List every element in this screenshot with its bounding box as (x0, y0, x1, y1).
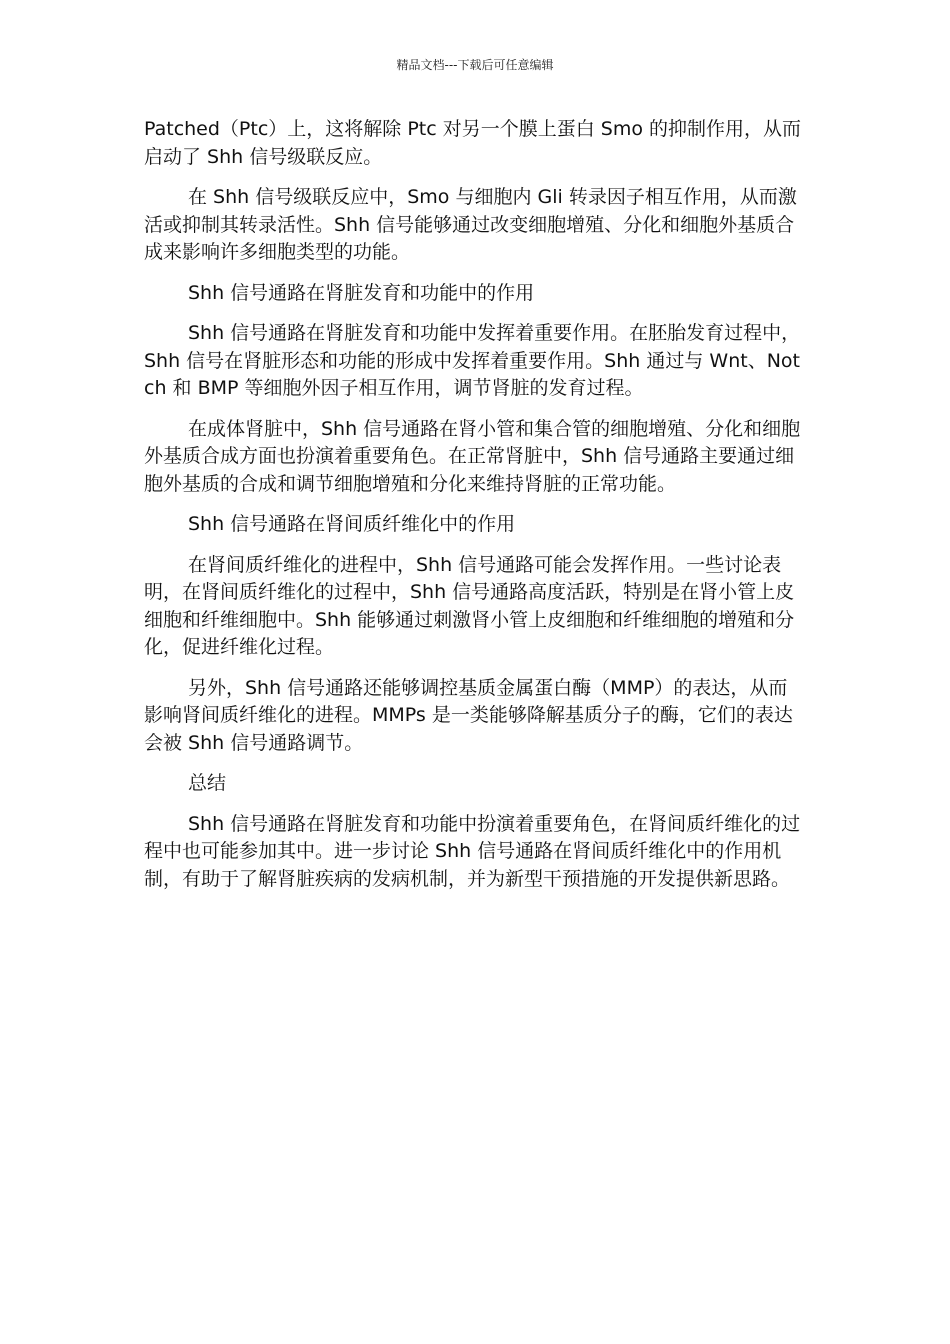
document-body (144, 116, 806, 906)
paragraph-1: Patched（Ptc）上，这将解除 Ptc 对另一个膜上蛋白 Smo 的抑制作用，从而启动了 Shh 信号级联反应。 (144, 118, 801, 168)
paragraph-2: 在 Shh 信号级联反应中，Smo 与细胞内 Gli 转录因子相互作用，从而激活或抑制其转录活性。Shh 信号能够通过改变细胞增殖、分化和细胞外基质合成来影响许多细胞类型的功能。 (144, 186, 797, 263)
paragraph-4: 在成体肾脏中，Shh 信号通路在肾小管和集合管的细胞增殖、分化和细胞外基质合成方面也扮演着重要角色。在正常肾脏中，Shh 信号通路主要通过细胞外基质的合成和调节细胞增殖和分化来维持肾脏的正常功能。 (144, 417, 801, 495)
paragraph-7: Shh 信号通路在肾脏发育和功能中扮演着重要角色，在肾间质纤维化的过程中也可能参加其中。进一步讨论 Shh 信号通路在肾间质纤维化中的作用机制，有助于了解肾脏疾病的发病机制，并为新型干预措施的开发提供新思路。 (144, 812, 801, 890)
page-header: 精品文档---下载后可任意编辑 (396, 58, 554, 72)
section-heading-kidney-development: Shh 信号通路在肾脏发育和功能中的作用 (188, 281, 535, 304)
section-heading-summary: 总结 (188, 772, 227, 794)
section-heading-renal-fibrosis: Shh 信号通路在肾间质纤维化中的作用 (188, 513, 516, 535)
paragraph-3: Shh 信号通路在肾脏发育和功能中发挥着重要作用。在胚胎发育过程中，Shh 信号在肾脏形态和功能的形成中发挥着重要作用。Shh 通过与 Wnt、Notch 和 BMP 等细胞外因子相互作用，调节肾脏的发育过程。 (144, 322, 801, 399)
paragraph-5: 在肾间质纤维化的进程中，Shh 信号通路可能会发挥作用。一些讨论表明，在肾间质纤维化的过程中，Shh 信号通路高度活跃，特别是在肾小管上皮细胞和纤维细胞中。Shh 能够通过刺激肾小管上皮细胞和纤维细胞的增殖和分化，促进纤维化过程。 (144, 553, 795, 658)
paragraph-6: 另外，Shh 信号通路还能够调控基质金属蛋白酶（MMP）的表达，从而影响肾间质纤维化的进程。MMPs 是一类能够降解基质分子的酶，它们的表达会被 Shh 信号通路调节。 (144, 676, 793, 754)
